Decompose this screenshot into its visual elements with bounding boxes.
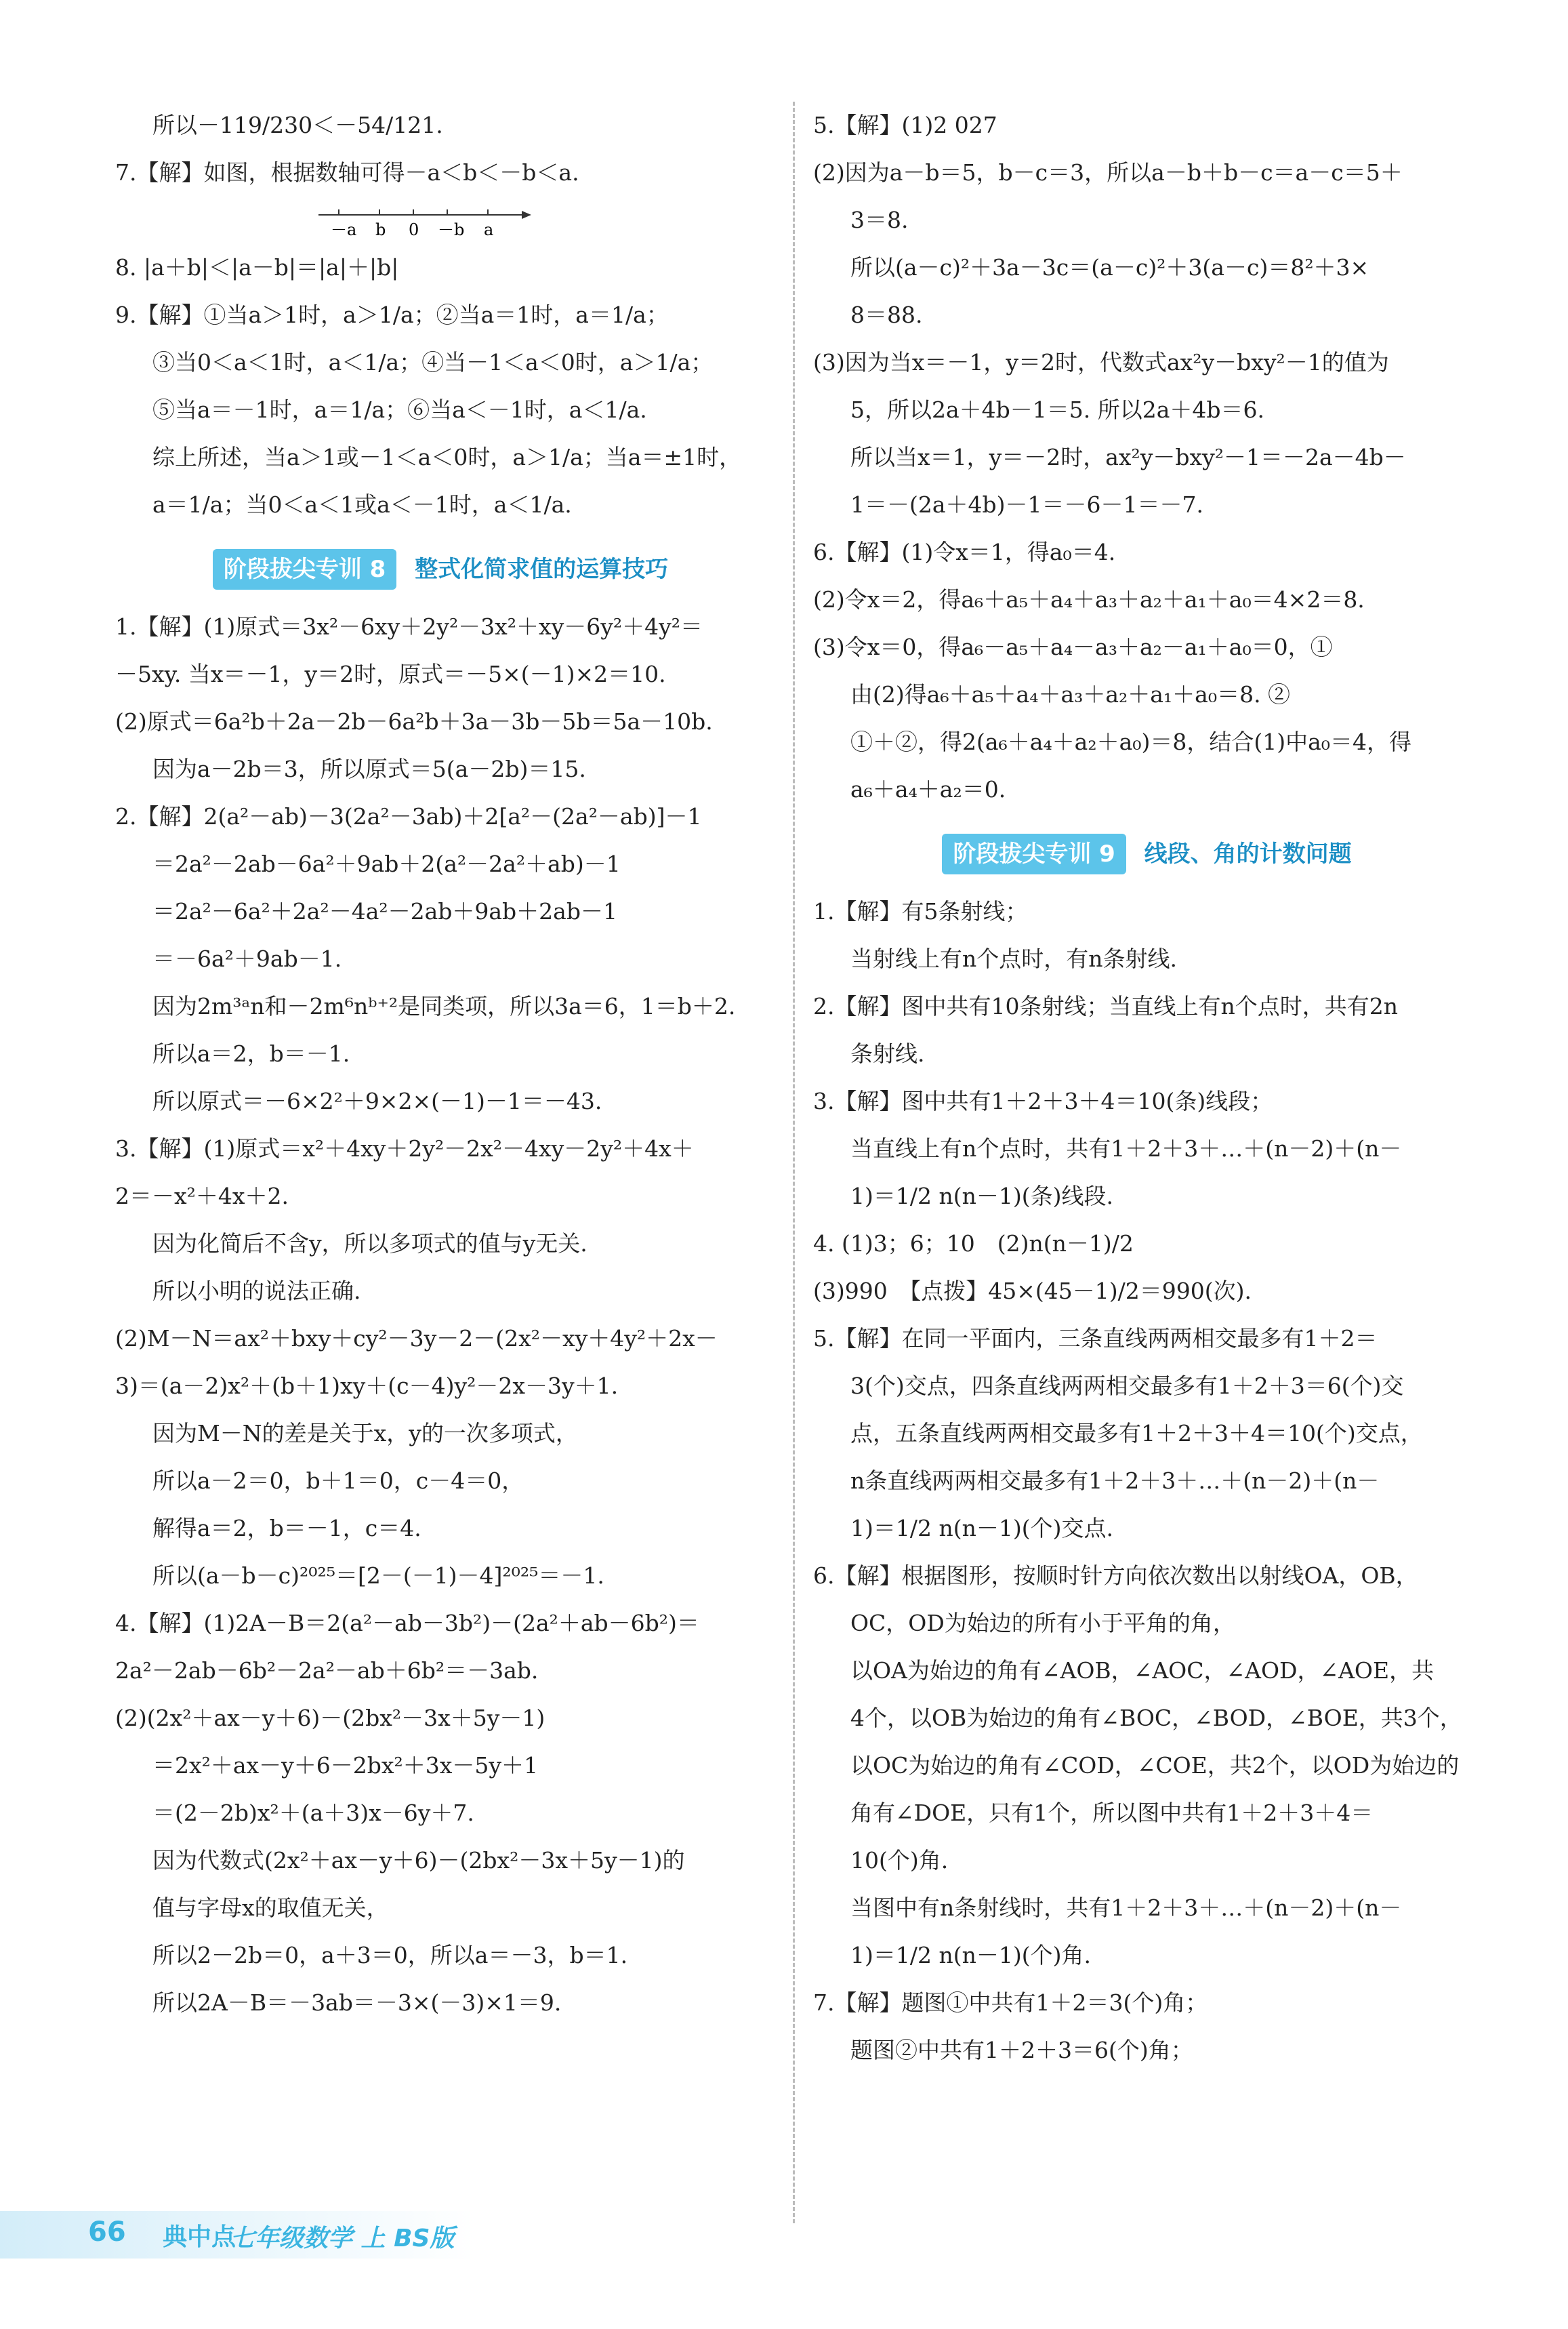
text-line: 3)＝(a－2)x²＋(b＋1)xy＋(c－4)y²－2x－3y＋1.: [115, 1373, 619, 1399]
text-line: ③当0＜a＜1时，a＜1/a；④当－1＜a＜0时，a＞1/a；: [152, 349, 714, 376]
text-line: 条射线.: [850, 1040, 925, 1067]
section-title: 线段、角的计数问题: [1144, 841, 1352, 868]
number-line-figure: [115, 197, 766, 244]
text-line: 1)＝1/2 n(n－1)(个)交点.: [850, 1515, 1113, 1541]
text-line: 4个，以OB为始边的角有∠BOC，∠BOD，∠BOE，共3个，: [850, 1705, 1462, 1731]
text-line: 6.【解】(1)令x＝1，得a₀＝4.: [813, 539, 1116, 565]
tick-label: －b: [438, 220, 465, 239]
text-line: 以OA为始边的角有∠AOB，∠AOC，∠AOD，∠AOE，共: [850, 1657, 1435, 1684]
text-line: 所以原式＝－6×2²＋9×2×(－1)－1＝－43.: [152, 1088, 602, 1114]
page-number: 66: [88, 2216, 126, 2248]
text-line: (2)令x＝2，得a₆＋a₅＋a₄＋a₃＋a₂＋a₁＋a₀＝4×2＝8.: [813, 586, 1365, 613]
text-line: 1.【解】(1)原式＝3x²－6xy＋2y²－3x²＋xy－6y²＋4y²＝: [115, 613, 703, 640]
tick-label: a: [484, 220, 494, 239]
text-line: 所以当x＝1，y＝－2时，ax²y－bxy²－1＝－2a－4b－: [850, 444, 1406, 470]
text-line: 综上所述，当a＞1或－1＜a＜0时，a＞1/a；当a＝±1时，: [152, 444, 742, 470]
text-line: (3)990 【点拨】45×(45－1)/2＝990(次).: [813, 1278, 1252, 1304]
text-line: 1)＝1/2 n(n－1)(个)角.: [850, 1942, 1091, 1968]
text-line: 所以小明的说法正确.: [152, 1278, 361, 1304]
publisher-logo: 典中点: [163, 2223, 236, 2251]
text-line: 所以2A－B＝－3ab＝－3×(－3)×1＝9.: [152, 1989, 562, 2016]
text-line: 当射线上有n个点时，有n条射线.: [850, 946, 1177, 972]
text-line: a₆＋a₄＋a₂＝0.: [850, 776, 1006, 803]
text-line: 所以a＝2，b＝－1.: [152, 1040, 350, 1067]
text-line: (2)(2x²＋ax－y＋6)－(2bx²－3x＋5y－1): [115, 1705, 545, 1731]
text-line: ＝－6a²＋9ab－1.: [152, 946, 342, 972]
text-line: ⑤当a＝－1时，a＝1/a；⑥当a＜－1时，a＜1/a.: [152, 397, 647, 423]
number-line-svg: [318, 200, 535, 241]
text-line: 5.【解】在同一平面内，三条直线两两相交最多有1＋2＝: [813, 1325, 1378, 1352]
text-line: 所以－119/230＜－54/121.: [152, 112, 443, 138]
text-line: 3(个)交点，四条直线两两相交最多有1＋2＋3＝6(个)交: [850, 1373, 1404, 1399]
text-line: 5，所以2a＋4b－1＝5. 所以2a＋4b＝6.: [850, 397, 1265, 423]
text-line: ＝2a²－2ab－6a²＋9ab＋2(a²－2a²＋ab)－1: [152, 851, 621, 877]
text-line: 1.【解】有5条射线；: [813, 898, 1028, 925]
section-badge: 阶段拔尖专训 8: [213, 549, 397, 590]
text-line: 当图中有n条射线时，共有1＋2＋3＋…＋(n－2)＋(n－: [850, 1895, 1402, 1921]
section-9-header: [813, 834, 1481, 874]
text-line: 7.【解】题图①中共有1＋2＝3(个)角；: [813, 1989, 1208, 2016]
text-line: ＝(2－2b)x²＋(a＋3)x－6y＋7.: [152, 1800, 474, 1826]
text-line: 以OC为始边的角有∠COD，∠COE，共2个，以OD为始边的: [850, 1752, 1460, 1779]
text-line: 角有∠DOE，只有1个，所以图中共有1＋2＋3＋4＝: [850, 1800, 1374, 1826]
text-line: 3.【解】(1)原式＝x²＋4xy＋2y²－2x²－4xy－2y²＋4x＋: [115, 1135, 694, 1162]
text-line: (3)因为当x＝－1，y＝2时，代数式ax²y－bxy²－1的值为: [813, 349, 1389, 376]
text-line: n条直线两两相交最多有1＋2＋3＋…＋(n－2)＋(n－: [850, 1467, 1380, 1494]
text-line: 当直线上有n个点时，共有1＋2＋3＋…＋(n－2)＋(n－: [850, 1135, 1402, 1162]
text-line: 7.【解】如图，根据数轴可得－a＜b＜－b＜a.: [115, 159, 579, 186]
text-line: (3)令x＝0，得a₆－a₅＋a₄－a₃＋a₂－a₁＋a₀＝0，①: [813, 634, 1333, 660]
text-line: 因为代数式(2x²＋ax－y＋6)－(2bx²－3x＋5y－1)的: [152, 1847, 685, 1874]
left-column: [115, 102, 766, 2027]
text-line: ①＋②，得2(a₆＋a₄＋a₂＋a₀)＝8，结合(1)中a₀＝4，得: [850, 729, 1411, 755]
text-line: 因为a－2b＝3，所以原式＝5(a－2b)＝15.: [152, 756, 586, 782]
text-line: 因为2m³ᵃn和－2m⁶nᵇ⁺²是同类项，所以3a＝6，1＝b＋2.: [152, 993, 736, 1019]
text-line: 10(个)角.: [850, 1847, 949, 1874]
text-line: 4. (1)3；6；10 (2)n(n－1)/2: [813, 1230, 1134, 1257]
text-line: 题图②中共有1＋2＋3＝6(个)角；: [850, 2037, 1193, 2063]
text-line: 所以2－2b＝0，a＋3＝0，所以a＝－3，b＝1.: [152, 1942, 628, 1968]
text-line: 8. |a＋b|＜|a－b|＝|a|＋|b|: [115, 254, 399, 281]
text-line: 3＝8.: [850, 207, 909, 233]
text-line: 9.【解】①当a＞1时，a＞1/a；②当a＝1时，a＝1/a；: [115, 302, 669, 328]
text-line: a＝1/a；当0＜a＜1或a＜－1时，a＜1/a.: [152, 491, 572, 518]
right-column: [813, 102, 1481, 2074]
text-line: 2.【解】图中共有10条射线；当直线上有n个点时，共有2n: [813, 993, 1398, 1019]
text-line: 1＝－(2a＋4b)－1＝－6－1＝－7.: [850, 491, 1204, 518]
text-line: 2a²－2ab－6b²－2a²－ab＋6b²＝－3ab.: [115, 1657, 539, 1684]
text-line: 所以(a－c)²＋3a－3c＝(a－c)²＋3(a－c)＝8²＋3×: [850, 254, 1369, 281]
text-line: 所以a－2＝0，b＋1＝0，c－4＝0，: [152, 1467, 524, 1494]
text-line: 3.【解】图中共有1＋2＋3＋4＝10(条)线段；: [813, 1088, 1273, 1114]
tick-label: 0: [409, 220, 419, 239]
text-line: 4.【解】(1)2A－B＝2(a²－ab－3b²)－(2a²＋ab－6b²)＝: [115, 1610, 699, 1636]
text-line: 由(2)得a₆＋a₅＋a₄＋a₃＋a₂＋a₁＋a₀＝8. ②: [850, 681, 1291, 708]
column-divider: [793, 102, 795, 2223]
text-line: 值与字母x的取值无关，: [152, 1895, 389, 1921]
text-line: 2.【解】2(a²－ab)－3(2a²－3ab)＋2[a²－(2a²－ab)]－1: [115, 803, 702, 830]
text-line: ＝2x²＋ax－y＋6－2bx²＋3x－5y＋1: [152, 1752, 538, 1779]
section-8-header: [115, 549, 766, 590]
text-line: －5xy. 当x＝－1，y＝2时，原式＝－5×(－1)×2＝10.: [115, 661, 666, 687]
text-line: (2)原式＝6a²b＋2a－2b－6a²b＋3a－3b－5b＝5a－10b.: [115, 708, 713, 735]
axis-arrow: [522, 211, 531, 219]
text-line: 8＝88.: [850, 302, 923, 328]
text-line: 1)＝1/2 n(n－1)(条)线段.: [850, 1183, 1113, 1209]
text-line: OC，OD为始边的所有小于平角的角，: [850, 1610, 1235, 1636]
text-line: ＝2a²－6a²＋2a²－4a²－2ab＋9ab＋2ab－1: [152, 898, 617, 925]
page-footer: [0, 2211, 1568, 2259]
text-line: 解得a＝2，b＝－1，c＝4.: [152, 1515, 421, 1541]
text-line: 所以(a－b－c)²⁰²⁵＝[2－(－1)－4]²⁰²⁵＝－1.: [152, 1562, 604, 1589]
text-line: 因为M－N的差是关于x，y的一次多项式，: [152, 1420, 578, 1446]
text-line: 5.【解】(1)2 027: [813, 112, 997, 138]
tick-label: b: [375, 220, 386, 239]
text-line: 点，五条直线两两相交最多有1＋2＋3＋4＝10(个)交点，: [850, 1420, 1423, 1446]
text-line: (2)M－N＝ax²＋bxy＋cy²－3y－2－(2x²－xy＋4y²＋2x－: [115, 1325, 718, 1352]
text-line: (2)因为a－b＝5，b－c＝3，所以a－b＋b－c＝a－c＝5＋: [813, 159, 1403, 186]
text-line: 2＝－x²＋4x＋2.: [115, 1183, 289, 1209]
book-title: 七年级数学 上 BS版: [230, 2225, 455, 2252]
text-line: 因为化简后不含y，所以多项式的值与y无关.: [152, 1230, 587, 1257]
section-badge: 阶段拔尖专训 9: [942, 834, 1126, 874]
text-line: 6.【解】根据图形，按顺时针方向依次数出以射线OA，OB，: [813, 1562, 1418, 1589]
tick-label: －a: [331, 220, 357, 239]
section-title: 整式化简求值的运算技巧: [415, 556, 669, 583]
